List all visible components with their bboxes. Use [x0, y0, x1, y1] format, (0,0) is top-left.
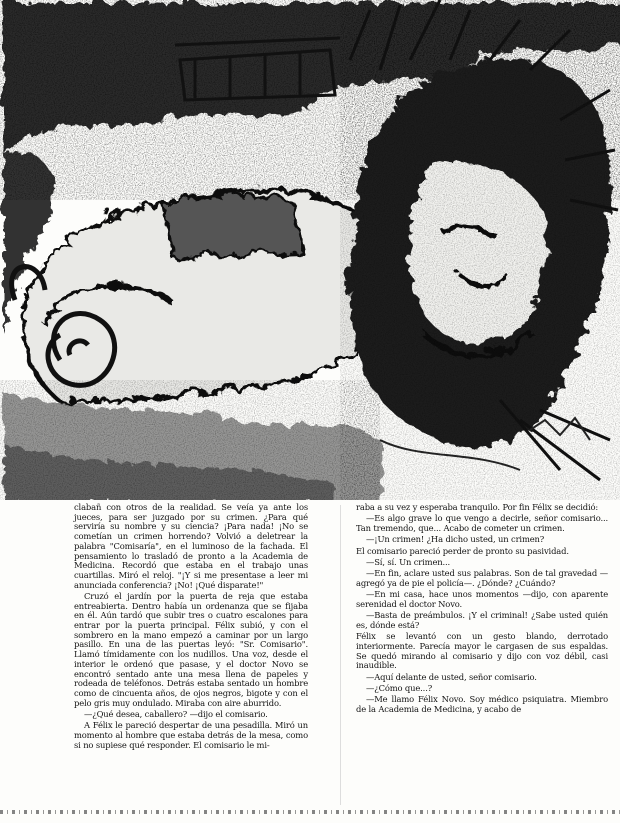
- paragraph: raba a su vez y esperaba tranquilo. Por fin Félix se decidió:: [356, 502, 599, 512]
- paragraph: El comisario pareció perder de pronto su pasividad.: [356, 545, 569, 556]
- paragraph: —Aquí delante de usted, señor comisario.: [366, 671, 537, 682]
- column-gutter: [340, 505, 341, 805]
- paragraph: A Félix le pareció despertar de una pesadilla. Miró un momento al hombre que estaba detrás de la mesa, como si no supiese qué responder. El comisario le mi-: [74, 720, 308, 750]
- paragraph: —Basta de preámbulos. ¡Y el criminal! ¿Sabe usted quién es, dónde está?: [356, 610, 608, 630]
- paragraph: —¿Cómo que...?: [366, 682, 433, 693]
- paragraph: —Me llamo Félix Novo. Soy médico psiquiatra. Miembro de la Academia de Medicina, y acabo de: [356, 694, 608, 714]
- page-bottom-edge: [0, 810, 620, 814]
- paragraph: Félix se levantó con un gesto blando, derrotado interiormente. Parecía mayor le cargasen de sus espaldas. Se quedó mirando al comisario y dijo con voz débil, casi inaudible.: [356, 631, 608, 671]
- paragraph: —Es algo grave lo que vengo a decirle, señor comisario... Tan tremendo, que... Acabo de cometer un crimen.: [356, 513, 608, 533]
- paragraph: —En mi casa, hace unos momentos —dijo, con aparente serenidad el doctor Novo.: [356, 589, 608, 609]
- paragraph: clabañ con otros de la realidad. Se veía ya ante los jueces, para ser juzgado por su crimen. ¿Para qué serviría su nombre y su ciencia? ¡Para nada! ¡No se cometían un crimen horrendo? Volvió a deletrear la palabra "Comisaría", en el luminoso de la fachada. El pensamiento lo trasladó de pronto a la Academia de Medicina. Recordó que estaba en el trabajo unas cuartillas. Miró el reloj. "¡Y si me presentase a leer mi anunciada conferencia? ¡No! ¡Qué disparate!": [74, 502, 308, 590]
- paragraph: —¡Un crimen! ¿Ha dicho usted, un crimen?: [366, 534, 545, 545]
- paragraph: Cruzó el jardín por la puerta de reja que estaba entreabierta. Dentro había un ordenanza que se fijaba en él. Aún tardó que subir tres o cuatro escalones para entrar por la puerta principal. Félix subió, y con el sombrero en la mano empezó a caminar por un largo pasillo. En una de las puertas leyó: "Sr. Comisario". Llamó tímidamente con los nudillos. Una voz, desde el interior le ordenó que pasase, y el doctor Novo se encontró sentado ante una mesa llena de papeles y rodeada de teléfonos. Detrás estaba sentado un hombre como de cincuenta años, de ojos negros, bigote y con el pelo gris muy ondulado. Miraba con aire aburrido.: [74, 590, 308, 708]
- paragraph: —En fin, aclare usted sus palabras. Son de tal gravedad —agregó ya de pie el policía—. ¿Dónde? ¿Cuándo?: [356, 568, 608, 588]
- paragraph: —¿Qué desea, caballero? —dijo el comisario.: [84, 708, 268, 719]
- article-right-column: [356, 503, 608, 716]
- paragraph: —Sí, sí. Un crimen...: [366, 556, 451, 567]
- article-left-column: [74, 503, 308, 752]
